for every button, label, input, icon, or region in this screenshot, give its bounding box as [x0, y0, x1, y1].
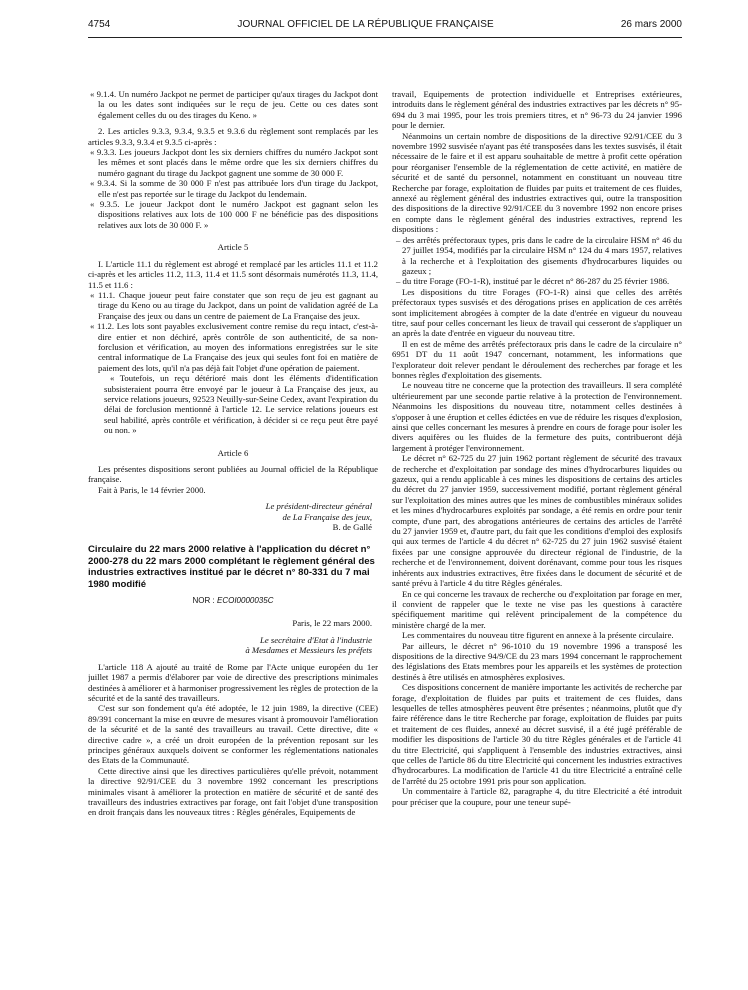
- article-5-heading: Article 5: [217, 242, 249, 253]
- header-rule: [88, 37, 682, 38]
- right-paragraph-1: travail, Equipements de protection individuelle et Entreprises extérieures, introduits dans le règlement général des industries extractives par les décrets n° 95-694 du 3 mai 1995, pour les trois premiers titres, et n° 96-73 du 24 janvier 1996 pour le dernier.: [392, 89, 682, 131]
- circular-paragraph-3: Cette directive ainsi que les directives particulières qu'elle prévoit, notamment la directive 92/91/CEE du 3 novembre 1992 concernant les prescriptions minimales visant à améliorer la protection en matière de sécurité et de santé des travailleurs des industries extractives par forage, ont fait l'objet d'une transposition en droit français dans les nouveaux titres : Règles générales, Equipements de: [88, 765, 378, 818]
- circular-paragraph-1: L'article 118 A ajouté au traité de Rome par l'Acte unique européen du 1er juillet 1987 a permis d'élaborer par voie de directive des prescriptions minimales destinées à améliorer et à harmoniser progressivement les règles de protection de la sécurité et de la santé des travailleurs.: [88, 661, 378, 703]
- circular-title: Circulaire du 22 mars 2000 relative à l'application du décret n° 2000-278 du 22 mars 2000 complétant le règlement général des industries extractives institué par le décret n° 80-331 du 7 mai 1980 modifié: [88, 544, 375, 590]
- right-paragraph-11: Un commentaire à l'article 82, paragraphe 4, du titre Electricité a été introduit pour préciser que la coupure, pour une teneur supé-: [392, 786, 682, 807]
- right-paragraph-9: Par ailleurs, le décret n° 96-1010 du 19 novembre 1996 a transposé les dispositions de la directive 94/9/CE du 23 mars 1994 concernant le rapprochement des législations des Etats membres pour les appareils et les systèmes de protection destinés à être utilisés en atmosphères explosives.: [392, 640, 682, 682]
- journal-title: JOURNAL OFFICIEL DE LA RÉPUBLIQUE FRANÇAISE: [237, 19, 494, 30]
- issue-date: 26 mars 2000: [620, 19, 682, 30]
- circular-paragraph-2: C'est sur son fondement qu'a été adoptée, le 12 juin 1989, la directive (CEE) 89/391 concernant la mise en œuvre de mesures visant à promouvoir l'amélioration de la sécurité et de la santé des travailleurs au travail. Cette directive, dite « directive cadre », a créé un droit européen de la prévention reposant sur les principes généraux auxquels doivent se conformer les réglementations nationales des Etats de la Communauté.: [88, 703, 378, 766]
- sender-line-1: Le secrétaire d'Etat à l'industrie: [260, 634, 372, 645]
- signatory-title-1: Le président-directeur général: [265, 501, 372, 512]
- right-paragraph-5: Le nouveau titre ne concerne que la protection des travailleurs. Il sera complété ultérieurement par une seconde partie relative à la protection de l'environnement. Néanmoins les dispositions du nouveau titre, notamment celles destinées à s'opposer à une éruption et celles édictées en vue de réduire les risques d'explosion, ainsi que celles concernant les mesures à prendre en cours de forage pour isoler les divers aquifères ou les fluides de la fermeture des puits, contribueront déjà largement à protéger l'environnement.: [392, 380, 682, 453]
- right-paragraph-6: Le décret n° 62-725 du 27 juin 1962 portant règlement de sécurité des travaux de recherche et d'exploitation par sondage des mines d'hydrocarbures liquides ou gazeux, qui a rendu applicable à ces mines les dispositions de certains des articles du décret du 27 janvier 1959, successivement modifié, portant règlement général sur l'exploitation des mines autres que les mines de combustibles minéraux solides et les mines d'hydrocarbures exploités par sondage, a été remis en ordre pour tenir compte, d'une part, des abrogations antérieures de certains des articles de l'arrêté du 27 janvier 1959 et, d'autre part, du fait que les conditions d'emploi des explosifs qui aux termes de l'article 4 du décret n° 62-725 du 27 juin 1962 susvisé étaient fixées par une consigne approuvée du directeur régional de l'industrie, de la recherche et de l'environnement, doivent dorénavant, comme pour tous les risques inhérents aux industries extractives, être fixées dans le document de sécurité et de santé prévu à l'article 4 du titre Règles générales.: [392, 453, 682, 589]
- right-paragraph-3: Les dispositions du titre Forages (FO-1-R) ainsi que celles des arrêtés préfectoraux types susvisés et des dérogations prises en application de ces arrêtés sont implicitement abrogées à compter de la date d'entrée en vigueur du nouveau titre, sauf pour celles concernant les lieux de travail qui cesseront de s'appliquer un an après la date d'entrée en vigueur du nouveau titre.: [392, 286, 682, 339]
- nor-label: NOR :: [192, 596, 217, 606]
- done-at: Fait à Paris, le 14 février 2000.: [98, 484, 206, 495]
- page-header: [88, 19, 682, 33]
- right-paragraph-4: Il en est de même des arrêtés préfectoraux pris dans le cadre de la circulaire n° 6951 DT du 11 août 1947 concernant, notamment, les informations que l'explorateur doit relever pendant le déroulement des recherches par forage et les bonnes règles d'exploitation des gisements.: [392, 338, 682, 380]
- quote-9-3-3: « 9.3.3. Les joueurs Jackpot dont les six derniers chiffres du numéro Jackpot sont les mêmes et sont placés dans le même ordre que les six derniers chiffres du numéro gagnant du tirage du Jackpot gagnent une somme de 30 000 F.: [90, 147, 378, 178]
- nor-reference: [88, 596, 378, 606]
- list-item-arretes: – des arrêtés préfectoraux types, pris dans le cadre de la circulaire HSM n° 46 du 27 juillet 1954, modifiés par la circulaire HSM n° 124 du 4 mars 1957, relatives à la recherche et à l'exploitation des gisements d'hydrocarbures liquides ou gazeux ;: [396, 234, 682, 276]
- right-paragraph-8: Les commentaires du nouveau titre figurent en annexe à la présente circulaire.: [402, 630, 674, 641]
- article-6-paragraph: Les présentes dispositions seront publiées au Journal officiel de la République française.: [88, 464, 378, 485]
- quote-11-1: « 11.1. Chaque joueur peut faire constater que son reçu de jeu est gagnant au tirage du Keno ou au tirage du Jackpot, dans un point de validation agréé de La Française des jeux ou dans un centre de paiement de La Française des jeux.: [90, 289, 378, 321]
- quote-11-2: « 11.2. Les lots sont payables exclusivement contre remise du reçu intact, c'est-à-dire entier et non déchiré, après contrôle de son authenticité, de sa non-forclusion et vérification, au moyen des informations enregistrées sur le site central informatique de La Française des jeux qui seules font foi en matière de paiement des lots, qu'il n'a pas déjà fait l'objet d'une opération de paiement.: [90, 321, 378, 373]
- quote-11-2-continued: « Toutefois, un reçu détérioré mais dont les éléments d'identification subsisteraient pourra être envoyé par le joueur à La Française des jeux, au service relations joueurs, 92523 Neuilly-sur-Seine Cedex, avant l'expiration du délai de forclusion mentionné à l'article 12. Le service relations joueurs est seul habilité, après contrôle et vérification, à décider si ce reçu peut être payé ou non. »: [104, 373, 378, 436]
- signatory-name: B. de Gallé: [332, 522, 372, 533]
- right-paragraph-7: En ce qui concerne les travaux de recherche ou d'exploitation par forage en mer, il convient de rappeler que le texte ne vise pas les questions à caractère spécifiquement maritime qui relèvent principalement de la compétence du ministère chargé de la mer.: [392, 588, 682, 630]
- quote-9-3-5: « 9.3.5. Le joueur Jackpot dont le numéro Jackpot est gagnant selon les dispositions relatives aux lots de 100 000 F ne bénéficie pas des dispositions relatives aux lots de 30 000 F. »: [90, 199, 378, 230]
- article-5-paragraph: I. L'article 11.1 du règlement est abrogé et remplacé par les articles 11.1 et 11.2 ci-après et les articles 11.2, 11.3, 11.4 et 11.5 sont désormais numérotés 11.3, 11.4, 11.5 et 11.6 :: [88, 258, 378, 290]
- quote-9-1-4: « 9.1.4. Un numéro Jackpot ne permet de participer qu'aux tirages du Jackpot dont la ou les dates sont indiquées sur le reçu de jeu. Cette ou ces dates sont également celles du ou des tirages du Keno. »: [90, 89, 378, 120]
- article-6-heading: Article 6: [217, 447, 249, 458]
- nor-code: ECOI0000035C: [216, 596, 274, 606]
- sender-line-2: à Mesdames et Messieurs les préfets: [245, 645, 372, 656]
- article-4-part-2: 2. Les articles 9.3.3, 9.3.4, 9.3.5 et 9.3.6 du règlement sont remplacés par les articles 9.3.3, 9.3.4 et 9.3.5 ci-après :: [88, 126, 378, 147]
- right-paragraph-10: Ces dispositions concernent de manière importante les activités de recherche par forage, d'exploitation de fluides par puits et traitement de ces fluides, dans lesquelles de telles atmosphères peuvent être présentes ; néanmoins, plutôt que d'y faire référence dans le titre Recherche par forage, exploitation de fluides par puits et traitement de ces fluides, annexé au décret susvisé, il a été jugé préférable de modifier les dispositions de l'article 30 du titre Règles générales et de l'article 41 du titre Electricité, qui s'appliquent à l'ensemble des industries extractives, ainsi que celles de l'article 86 du titre Electricité qui concernent les industries extractives d'hydrocarbures. La modification de l'article 41 du titre Electricité a entraîné celle de l'arrêté du 25 octobre 1991 pris pour son application.: [392, 682, 682, 786]
- right-column: [392, 89, 682, 984]
- signatory-title-2: de La Française des jeux,: [282, 511, 372, 522]
- left-column: [88, 89, 378, 984]
- right-paragraph-2: Néanmoins un certain nombre de dispositions de la directive 92/91/CEE du 3 novembre 1992 susvisée n'ayant pas été transposées dans les textes susvisés, il était nécessaire de le faire et il est apparu souhaitable de mettre à profit cette opération pour réorganiser l'ensemble de la réglementation de cette activité, en matière de sécurité et de santé du personnel, notamment en constituant un nouveau titre Recherche par forage, exploitation de fluides par puits et traitement de ces fluides, annexé au règlement général des industries extractives qui, outre la transposition des dispositions de la directive 92/91/CEE du 3 novembre 1992 non encore prises en compte dans le règlement général des industries extractives, reprend les dispositions :: [392, 130, 682, 235]
- page-number: 4754: [88, 19, 111, 30]
- list-item-titre-forage: – du titre Forage (FO-1-R), institué par le décret n° 86-287 du 25 février 1986.: [396, 276, 670, 287]
- quote-9-3-4: « 9.3.4. Si la somme de 30 000 F n'est pas attribuée lors d'un tirage du Jackpot, elle n'est pas reportée sur le tirage du Jackpot du lendemain.: [90, 178, 378, 199]
- place-date: Paris, le 22 mars 2000.: [292, 618, 372, 629]
